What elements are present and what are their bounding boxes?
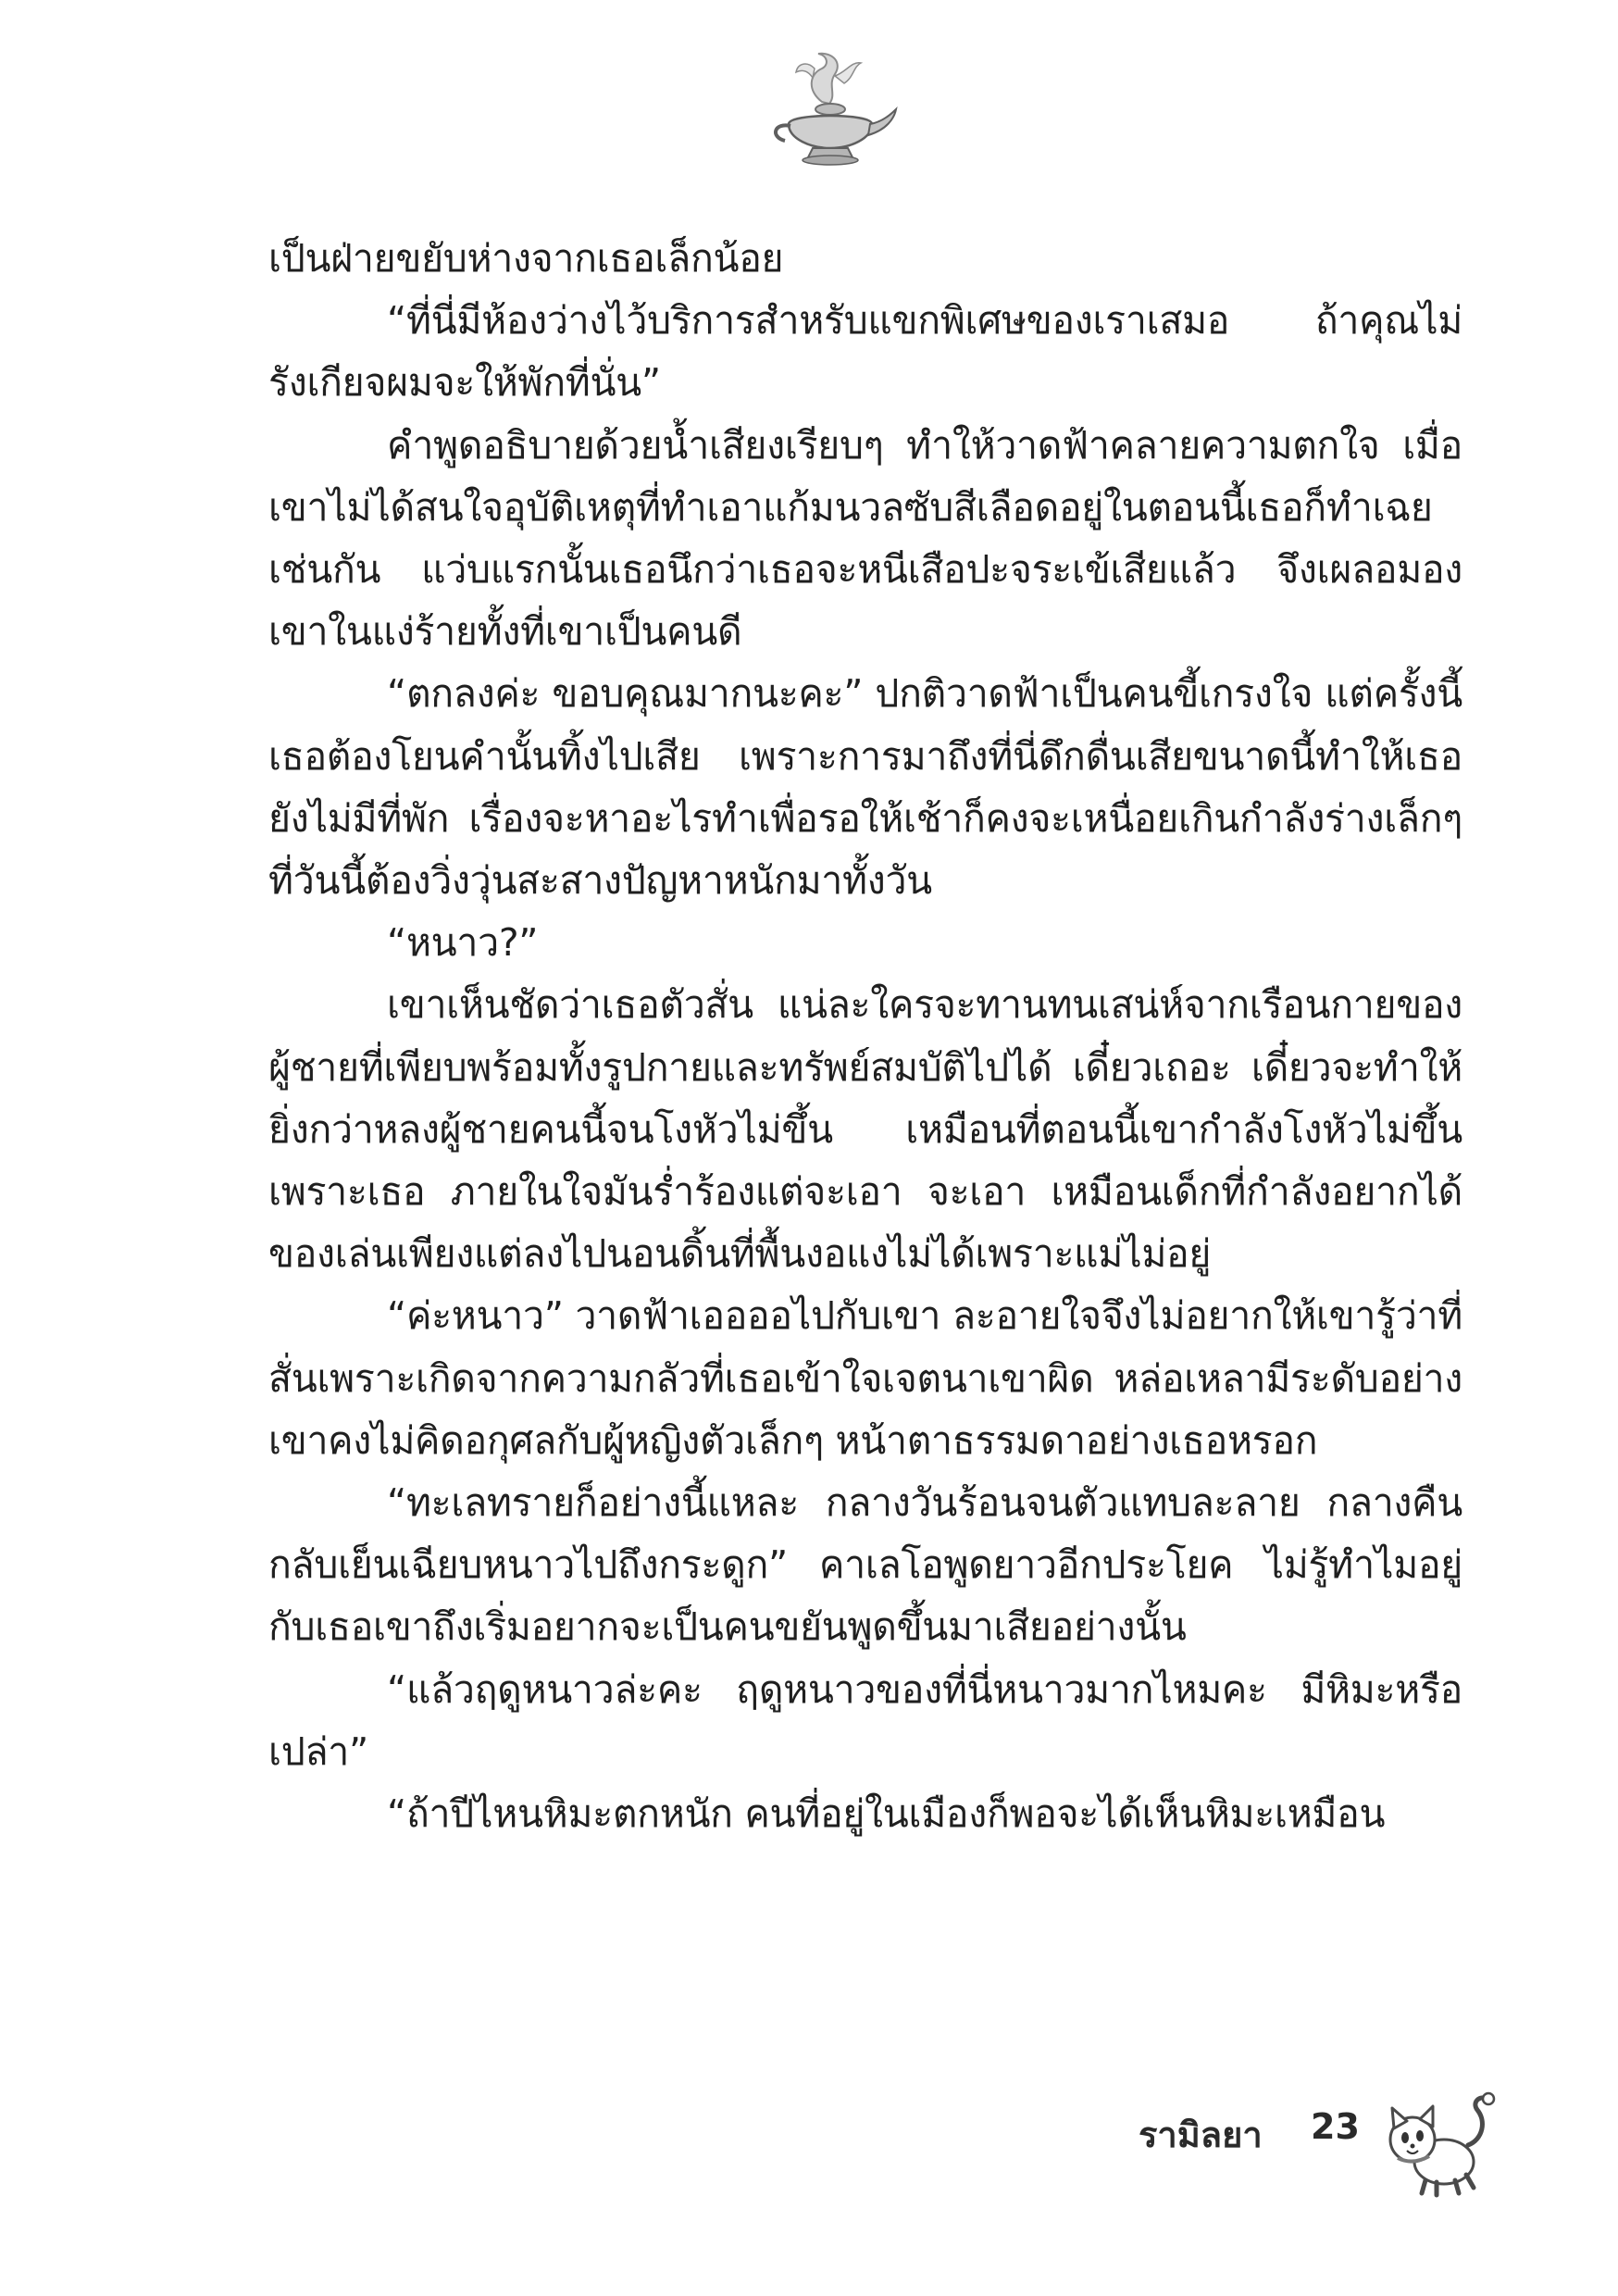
paragraph: “ที่นี่มีห้องว่างไว้บริการสำหรับแขกพิเศษของเราเสมอ ถ้าคุณไม่รังเกียจผมจะให้พักที่นั่น” (268, 298, 1462, 406)
paragraph: “ถ้าปีไหนหิมะตกหนัก คนที่อยู่ในเมืองก็พอจะได้เห็นหิมะเหมือน (387, 1791, 1386, 1837)
page-footer (1139, 2088, 1555, 2199)
paragraph: “ค่ะหนาว” วาดฟ้าเออออไปกับเขา ละอายใจจึงไม่อยากให้เขารู้ว่าที่สั่นเพราะเกิดจากความกลัวที่เธอเข้าใจเจตนาเขาผิด หล่อเหลามีระดับอย่างเขาคงไม่คิดอกุศลกับผู้หญิงตัวเล็กๆ หน้าตาธรรมดาอย่างเธอหรอก (268, 1293, 1462, 1463)
author-name: รามิลยา (1139, 2115, 1263, 2155)
page-number: 23 (1311, 2106, 1360, 2147)
paragraph: เขาเห็นชัดว่าเธอตัวสั่น แน่ละใครจะทานทนเสน่ห์จากเรือนกายของผู้ชายที่เพียบพร้อมทั้งรูปกายและทรัพย์สมบัติไปได้ เดี๋ยวเถอะ เดี๋ยวจะทำให้ยิ่งกว่าหลงผู้ชายคนนี้จนโงหัวไม่ขึ้น เหมือนที่ตอนนี้เขากำลังโงหัวไม่ขึ้นเพราะเธอ ภายในใจมันร่ำร้องแต่จะเอา จะเอา เหมือนเด็กที่กำลังอยากได้ของเล่นเพียงแต่ลงไปนอนดิ้นที่พื้นงอแงไม่ได้เพราะแม่ไม่อยู่ (268, 982, 1462, 1277)
genie-lamp-icon (761, 48, 900, 173)
cartoon-cat-icon (1379, 2088, 1504, 2199)
paragraph: คำพูดอธิบายด้วยน้ำเสียงเรียบๆ ทำให้วาดฟ้าคลายความตกใจ เมื่อเขาไม่ได้สนใจอุบัติเหตุที่ทำเอาแก้มนวลซับสีเลือดอยู่ในตอนนี้เธอก็ทำเฉยเช่นกัน แว่บแรกนั้นเธอนึกว่าเธอจะหนีเสือปะจระเข้เสียแล้ว จึงเผลอมองเขาในแง่ร้ายทั้งที่เขาเป็นคนดี (268, 422, 1462, 655)
chapter-body-text (268, 228, 1462, 1845)
paragraph: “ทะเลทรายก็อย่างนี้แหละ กลางวันร้อนจนตัวแทบละลาย กลางคืนกลับเย็นเฉียบหนาวไปถึงกระดูก” คาเลโอพูดยาวอีกประโยค ไม่รู้ทำไมอยู่กับเธอเขาถึงเริ่มอยากจะเป็นคนขยันพูดขึ้นมาเสียอย่างนั้น (268, 1480, 1462, 1650)
paragraph: เป็นฝ่ายขยับห่างจากเธอเล็กน้อย (268, 236, 784, 281)
paragraph: “ตกลงค่ะ ขอบคุณมากนะคะ” ปกติวาดฟ้าเป็นคนขี้เกรงใจ แต่ครั้งนี้เธอต้องโยนคำนั้นทิ้งไปเสีย เพราะการมาถึงที่นี่ดึกดื่นเสียขนาดนี้ทำให้เธอยังไม่มีที่พัก เรื่องจะหาอะไรทำเพื่อรอให้เช้าก็คงจะเหนื่อยเกินกำลังร่างเล็กๆ ที่วันนี้ต้องวิ่งวุ่นสะสางปัญหาหนักมาทั้งวัน (268, 671, 1462, 904)
paragraph: “แล้วฤดูหนาวล่ะคะ ฤดูหนาวของที่นี่หนาวมากไหมคะ มีหิมะหรือเปล่า” (268, 1666, 1462, 1774)
paragraph: “หนาว?” (387, 920, 539, 966)
